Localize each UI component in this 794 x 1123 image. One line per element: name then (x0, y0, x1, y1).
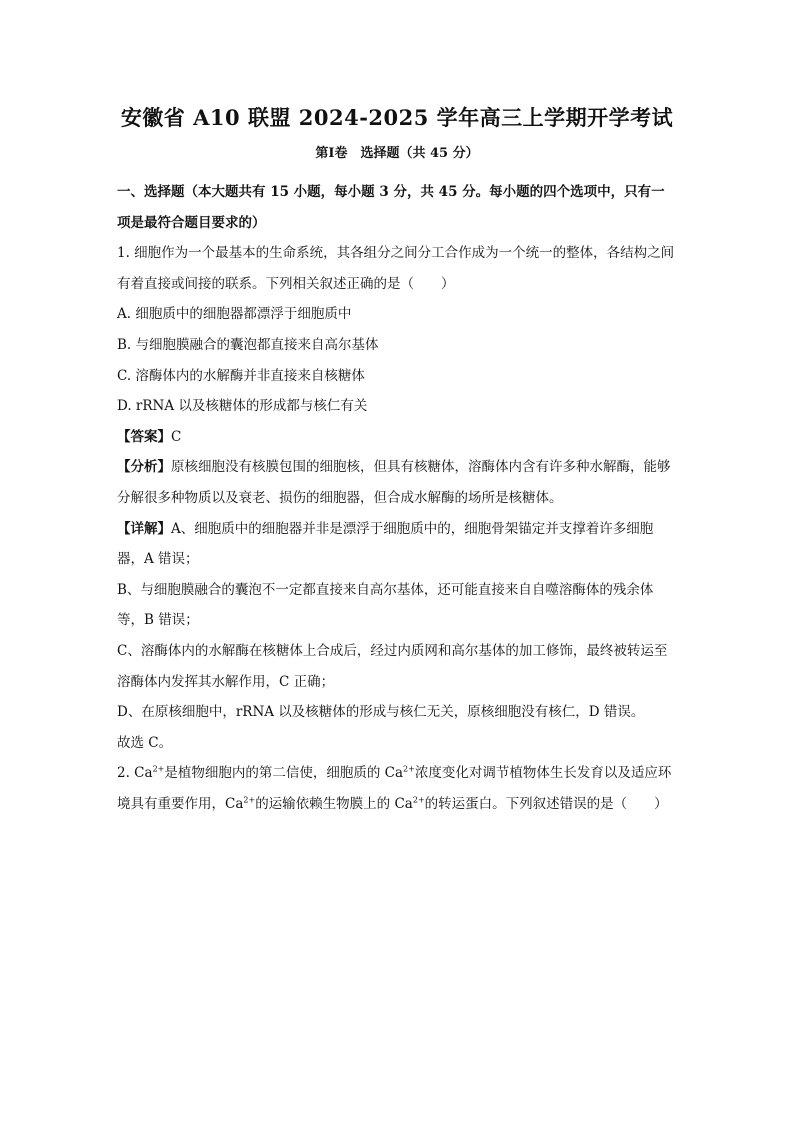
question-1-option-b: B. 与细胞膜融合的囊泡都直接来自高尔基体 (117, 336, 379, 353)
question-1-stem: 1. 细胞作为一个最基本的生命系统，其各组分之间分工合作成为一个统一的整体，各结构之间有着直接或间接的联系。下列相关叙述正确的是（ ） (117, 245, 675, 292)
q2-sup-2: 2+ (403, 764, 415, 774)
question-1-option-d: D. rRNA 以及核糖体的形成都与核仁有关 (117, 398, 368, 415)
question-1-detail-d: D、在原核细胞中，rRNA 以及核糖体的形成与核仁无关，原核细胞没有核仁，D 错误。 (117, 704, 645, 721)
question-1-detail-c: C、溶酶体内的水解酶在核糖体上合成后，经过内质网和高尔基体的加工修饰，最终被转运至溶酶体内发挥其水解作用，C 正确； (117, 642, 668, 690)
question-1-detail-a (117, 514, 677, 575)
part-subtitle: 第Ⅰ卷 选择题（共 45 分） (315, 146, 479, 161)
question-1-option-c: C. 溶酶体内的水解酶并非直接来自核糖体 (117, 367, 365, 384)
q2-text-3: 浓度变化对调节植物体生长发育以及适应环境具有重要作用，Ca (117, 765, 672, 812)
q2-text-5: 的转运蛋白。下列叙述错误的是（ ） (424, 795, 668, 812)
answer-label: 【答案】 (117, 428, 171, 445)
section-heading: 一、选择题（本大题共有 15 小题，每小题 3 分，共 45 分。每小题的四个选项中，只有一项是最符合题目要求的） (117, 184, 665, 231)
answer-value: C (171, 428, 182, 445)
detail-a-text: A、细胞质中的细胞器并非是漂浮于细胞质中的，细胞骨架锚定并支撑着许多细胞器，A 错误； (117, 520, 654, 568)
question-1-conclusion: 故选 C。 (117, 734, 173, 751)
q2-text-2: 是植物细胞内的第二信使，细胞质的 Ca (164, 765, 404, 782)
q2-sup-4: 2+ (412, 795, 425, 805)
question-1-analysis (117, 452, 677, 513)
q2-sup-3: 2+ (243, 795, 256, 805)
exam-title: 安徽省 A10 联盟 2024-2025 学年高三上学期开学考试 (120, 105, 674, 130)
q2-text-1: 2. Ca (117, 765, 153, 782)
analysis-text: 原核细胞没有核膜包围的细胞核，但具有核糖体，溶酶体内含有许多种水解酶，能够分解很多种物质以及衰老、损伤的细胞器，但合成水解酶的场所是核糖体。 (117, 459, 671, 506)
question-1-option-a: A. 细胞质中的细胞器都漂浮于细胞质中 (117, 306, 352, 323)
q2-sup-1: 2+ (152, 764, 165, 774)
detail-label: 【详解】 (117, 520, 171, 537)
question-2-stem (117, 758, 677, 819)
question-1-detail-b: B、与细胞膜融合的囊泡不一定都直接来自高尔基体，还可能直接来自自噬溶酶体的残余体等，B 错误； (117, 581, 654, 629)
analysis-label: 【分析】 (117, 459, 171, 476)
question-1-answer (117, 422, 677, 453)
q2-text-4: 的运输依赖生物膜上的 Ca (255, 795, 413, 812)
document-content (117, 104, 677, 819)
